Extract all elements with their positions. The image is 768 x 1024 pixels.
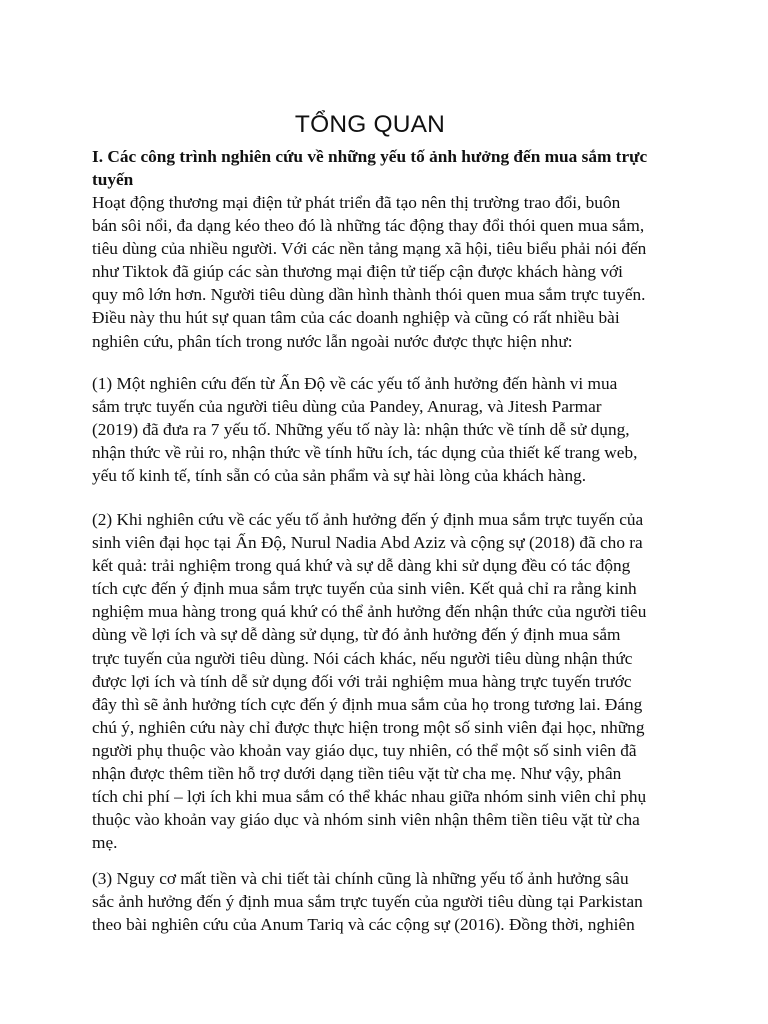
text-line: sắc ảnh hưởng đến ý định mua sắm trực tuyến của người tiêu dùng tại Parkistan [92,892,643,912]
text-line: bán sôi nổi, đa dạng kéo theo đó là những tác động thay đổi thói quen mua sắm, [92,216,645,236]
text-line: tiêu dùng của nhiều người. Với các nền tảng mạng xã hội, tiêu biểu phải nói đến [92,239,647,259]
text-line: người phụ thuộc vào khoản vay giáo dục, tuy nhiên, có thể một số sinh viên đã [92,740,637,760]
text-line: chú ý, nghiên cứu này chỉ được thực hiện trong một số sinh viên đại học, những [92,717,645,737]
text-line: (3) Nguy cơ mất tiền và chi tiết tài chính cũng là những yếu tố ảnh hưởng sâu [92,869,629,888]
text-line: mẹ. [92,833,118,853]
text-line: theo bài nghiên cứu của Anum Tariq và các cộng sự (2016). Đồng thời, nghiên [92,915,635,935]
text-line: nhận thức về rủi ro, nhận thức về tính hữu ích, tác dụng của thiết kế trang web, [92,443,638,463]
heading-line: tuyến [92,170,134,190]
text-line: Hoạt động thương mại điện tử phát triển đã tạo nên thị trường trao đổi, buôn [92,193,621,212]
text-line: nghiên cứu, phân tích trong nước lẫn ngoài nước được thực hiện như: [92,331,573,351]
text-line: sinh viên đại học tại Ấn Độ, Nurul Nadia Abd Aziz và cộng sự (2018) đã cho ra [92,533,643,553]
text-line: Điều này thu hút sự quan tâm của các doanh nghiệp và cũng có rất nhiều bài [92,308,620,328]
text-line: (1) Một nghiên cứu đến từ Ấn Độ về các yếu tố ảnh hưởng đến hành vi mua [92,374,618,393]
text-line: tích cực đến ý định mua sắm trực tuyến của sinh viên. Kết quả chỉ ra rằng kinh [92,579,637,599]
text-line: quy mô lớn hơn. Người tiêu dùng dần hình thành thói quen mua sắm trực tuyến. [92,285,646,305]
text-line: dùng về lợi ích và sự dễ dàng sử dụng, từ đó ảnh hưởng đến ý định mua sắm [92,625,621,645]
text-line: được lợi ích và tính dễ sử dụng đối với trải nghiệm mua hàng trực tuyến trước [92,671,632,691]
heading-line: I. Các công trình nghiên cứu về những yếu tố ảnh hưởng đến mua sắm trực [92,147,648,166]
paragraph-study-3 [92,867,692,936]
text-line: tích chi phí – lợi ích khi mua sắm có thể khác nhau giữa nhóm sinh viên chỉ phụ [92,787,647,807]
document-title: TỔNG QUAN [294,111,446,138]
text-line: nhận được thêm tiền hỗ trợ dưới dạng tiền tiêu vặt từ cha mẹ. Như vậy, phân [92,764,622,784]
paragraph-intro [92,191,692,353]
text-line: (2019) đã đưa ra 7 yếu tố. Những yếu tố này là: nhận thức về tính dễ sử dụng, [92,420,630,440]
text-line: (2) Khi nghiên cứu về các yếu tố ảnh hưởng đến ý định mua sắm trực tuyến của [92,510,644,529]
text-line: kết quả: trải nghiệm trong quá khứ và sự dễ dàng khi sử dụng đều có tác động [92,556,631,576]
text-line: thuộc vào khoản vay giáo dục và nhóm sinh viên nhận thêm tiền tiêu vặt từ cha [92,810,640,830]
paragraph-study-1 [92,372,692,487]
text-line: như Tiktok đã giúp các sàn thương mại điện tử tiếp cận được khách hàng với [92,262,623,282]
text-line: sắm trực tuyến của người tiêu dùng của Pandey, Anurag, và Jitesh Parmar [92,397,602,417]
text-line: nghiệm mua hàng trong quá khứ có thể ảnh hưởng đến nhận thức của người tiêu [92,602,647,622]
text-line: yếu tố kinh tế, tính sẵn có của sản phẩm và sự hài lòng của khách hàng. [92,466,587,486]
text-line: đây thì sẽ ảnh hưởng tích cực đến ý định mua sắm của họ trong tương lai. Đáng [92,694,643,714]
paragraph-study-2 [92,508,692,854]
text-line: trực tuyến của người tiêu dùng. Nói cách khác, nếu người tiêu dùng nhận thức [92,648,633,668]
section-heading [92,145,692,191]
